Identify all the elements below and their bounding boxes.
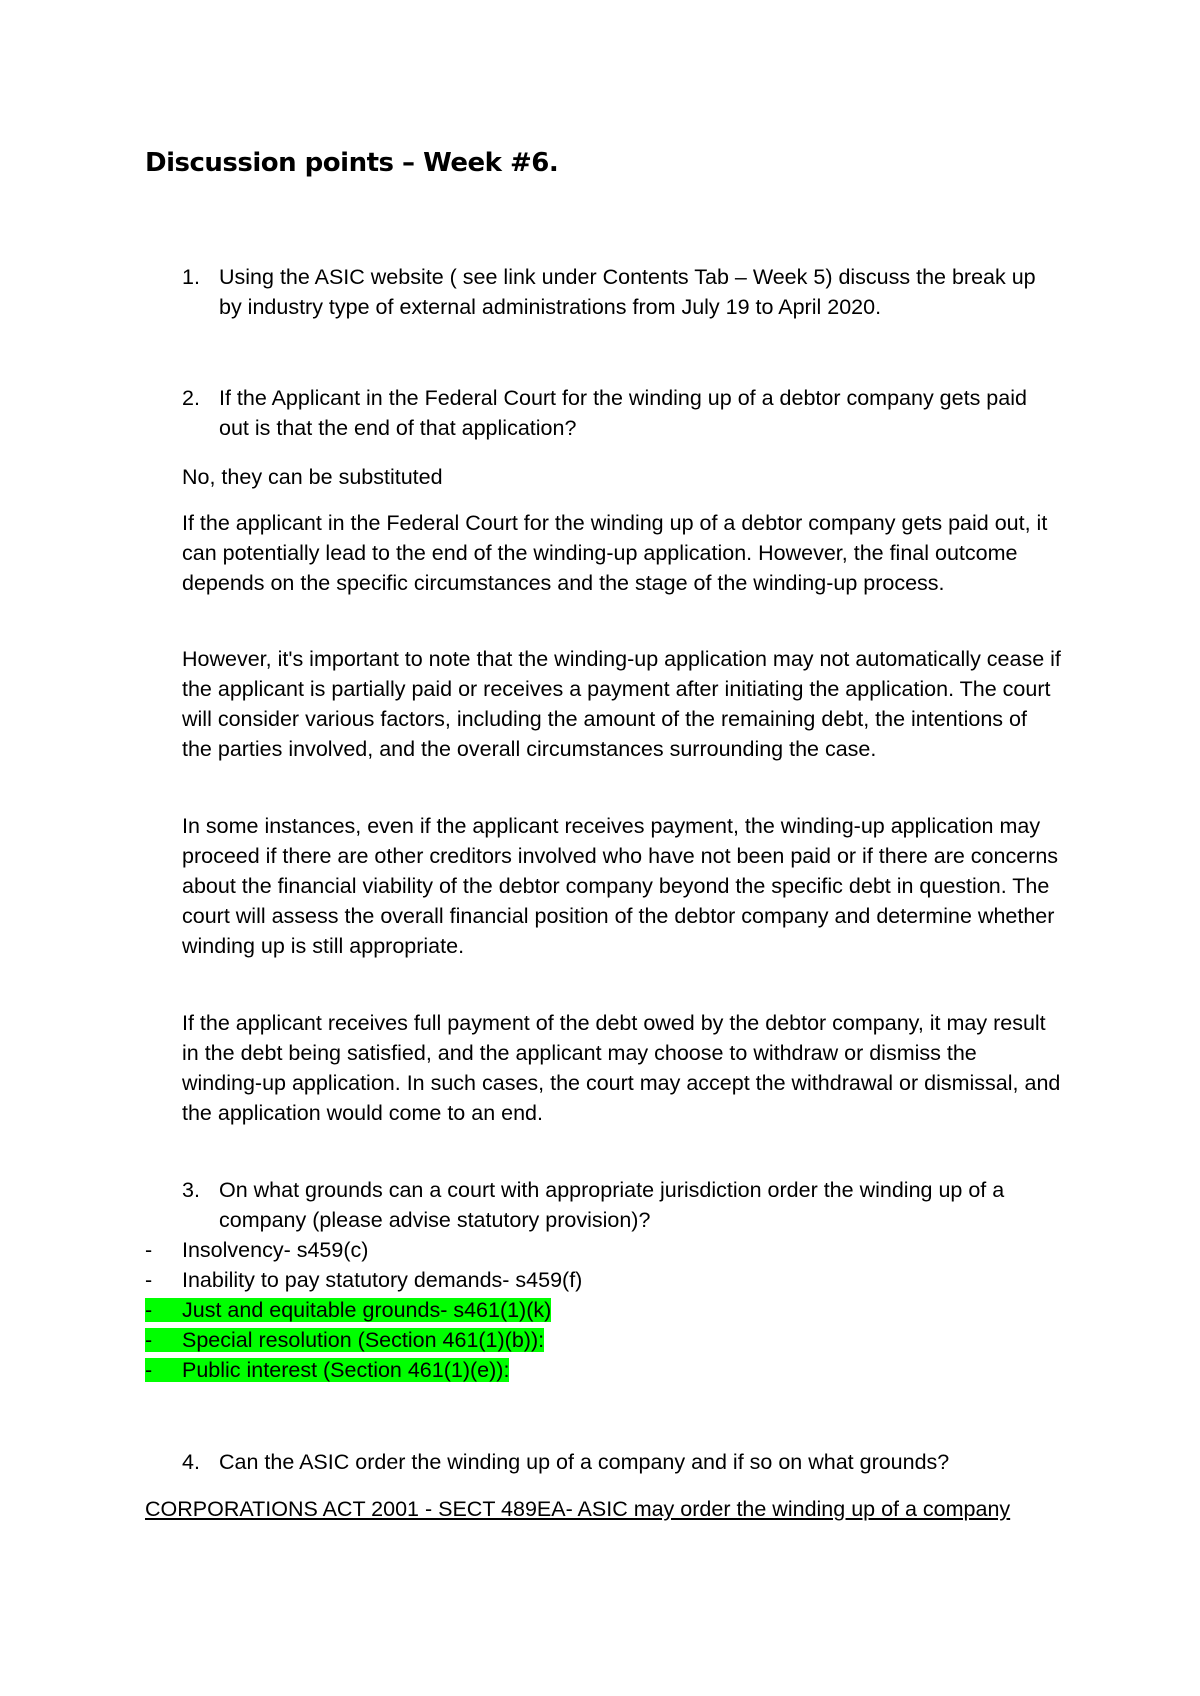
list-dash: - xyxy=(145,1328,153,1352)
question-text: Using the ASIC website ( see link under Contents Tab – Week 5) discuss the break up by industry type of external administrations from July 19 to April 2020. xyxy=(219,265,1036,319)
question-number: 1. xyxy=(182,265,200,289)
question-number: 2. xyxy=(182,386,200,410)
question-text: On what grounds can a court with appropriate jurisdiction order the winding up of a company (please advise statutory provision)? xyxy=(219,1178,1005,1232)
answer-paragraph-4: If the applicant receives full payment of the debt owed by the debtor company, it may result in the debt being satisfied, and the applicant may choose to withdraw or dismiss the winding-up application. In such cases, the court may accept the withdrawal or dismissal, and the application would come to an end. xyxy=(182,1011,1061,1125)
ground-text: Special resolution (Section 461(1)(b)): xyxy=(182,1328,545,1352)
ground-list-item xyxy=(145,1235,368,1265)
ground-text: Public interest (Section 461(1)(e)): xyxy=(182,1358,510,1382)
question-number: 3. xyxy=(182,1178,200,1202)
list-dash: - xyxy=(145,1268,153,1292)
question-2 xyxy=(182,383,1062,443)
answer-paragraph-1: If the applicant in the Federal Court for the winding up of a debtor company gets paid out, it can potentially lead to the end of the winding-up application. However, the final outcome depends on the specific circumstances and the stage of the winding-up process. xyxy=(182,511,1048,595)
answer-paragraph-2: However, it's important to note that the winding-up application may not automatically cease if the applicant is partially paid or receives a payment after initiating the application. The court will consider various factors, including the amount of the remaining debt, the intentions of the parties involved, and the overall circumstances surrounding the case. xyxy=(182,647,1061,761)
answer-paragraph-3: In some instances, even if the applicant receives payment, the winding-up application may proceed if there are other creditors involved who have not been paid or if there are concerns about the financial viability of the debtor company beyond the specific debt in question. The court will assess the overall financial position of the debtor company and determine whether winding up is still appropriate. xyxy=(182,814,1059,958)
legislation-link[interactable]: CORPORATIONS ACT 2001 - SECT 489EA- ASIC may order the winding up of a company xyxy=(145,1497,1011,1521)
ground-text: Inability to pay statutory demands- s459(f) xyxy=(182,1268,583,1292)
ground-list-item-highlighted xyxy=(145,1325,544,1355)
list-dash: - xyxy=(145,1298,153,1322)
ground-list-item-highlighted xyxy=(145,1355,509,1385)
ground-text: Insolvency- s459(c) xyxy=(182,1238,369,1262)
ground-list-item xyxy=(145,1265,582,1295)
question-number: 4. xyxy=(182,1450,200,1474)
question-text: If the Applicant in the Federal Court for the winding up of a debtor company gets paid out is that the end of that application? xyxy=(219,386,1027,440)
list-dash: - xyxy=(145,1238,153,1262)
document-title: Discussion points – Week #6. xyxy=(145,148,559,178)
answer-short: No, they can be substituted xyxy=(182,465,443,489)
ground-text: Just and equitable grounds- s461(1)(k) xyxy=(182,1298,552,1322)
question-4 xyxy=(182,1447,1062,1477)
question-3 xyxy=(182,1175,1062,1235)
question-text: Can the ASIC order the winding up of a company and if so on what grounds? xyxy=(219,1450,950,1474)
list-dash: - xyxy=(145,1358,153,1382)
question-1 xyxy=(182,262,1062,322)
ground-list-item-highlighted xyxy=(145,1295,551,1325)
